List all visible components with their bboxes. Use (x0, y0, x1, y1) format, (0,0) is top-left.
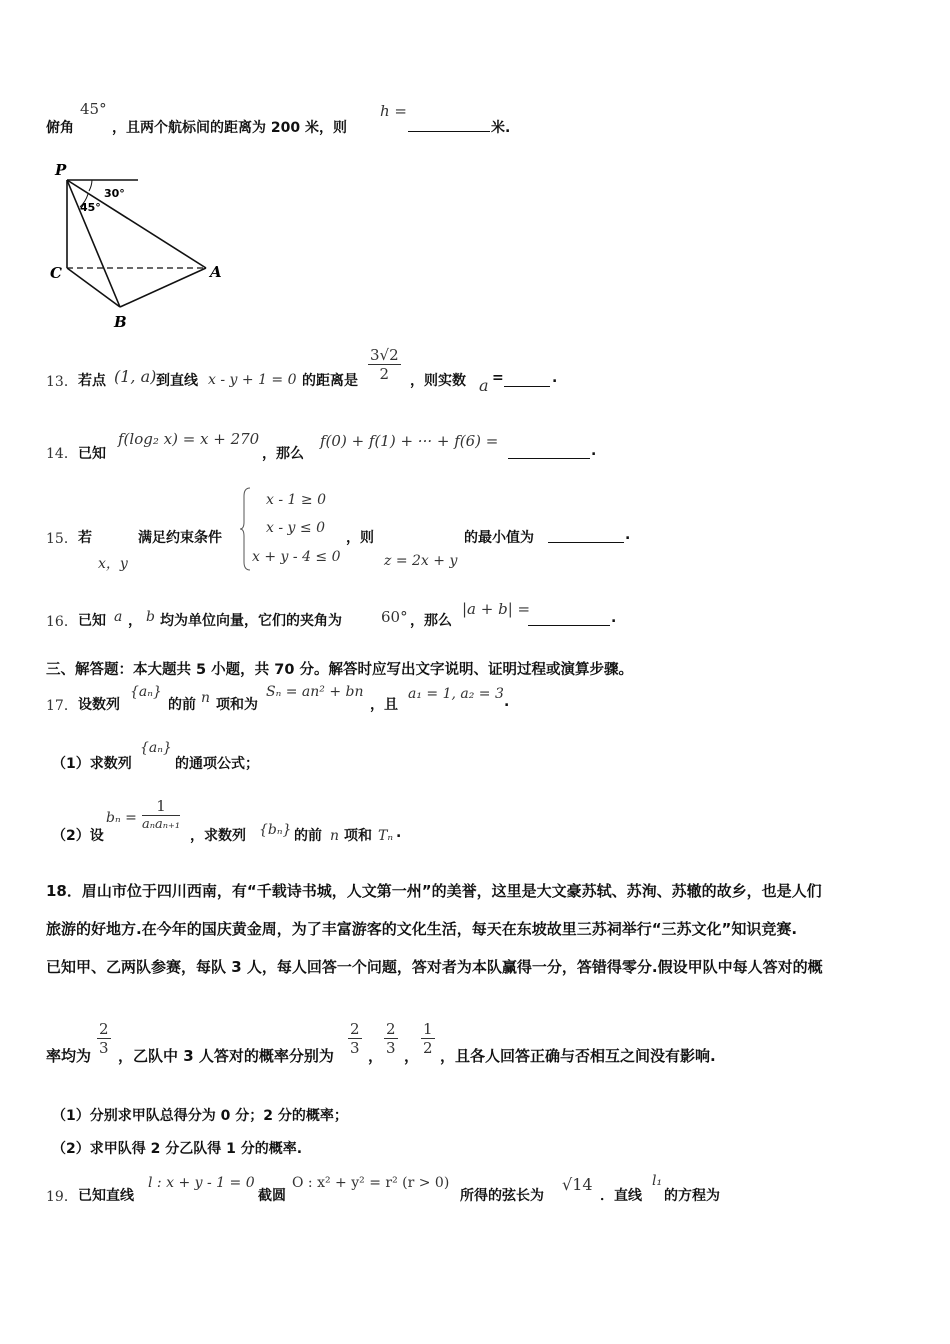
q18-line4-b: ，乙队中 3 人答对的概率分别为 (118, 1047, 334, 1065)
q13-text2: 到直线 (156, 373, 198, 389)
q19-text2: 截圆 (258, 1188, 286, 1204)
answer-blank[interactable] (548, 542, 624, 543)
q12-prefix: 俯角 (46, 120, 74, 136)
q17-part2-label: （2）设 (52, 828, 104, 844)
q18-fraction-3 (384, 1020, 398, 1057)
q14-number: 14． (46, 446, 78, 462)
q18-f3-num: 2 (386, 1020, 396, 1038)
q17-part2-n: n (330, 828, 340, 844)
q17-sn: Sₙ = an² + bn (266, 684, 364, 700)
q12-suffix: 米. (491, 120, 511, 136)
q17-text4: ，且 (370, 697, 398, 713)
q17-part2-text: ，求数列 (190, 828, 246, 844)
q18-f1-den: 3 (99, 1039, 109, 1057)
q18-sep2: ， (404, 1047, 420, 1065)
q17-init: a₁ = 1, a₂ = 3 (408, 686, 504, 702)
answer-blank[interactable] (408, 131, 490, 132)
angle-arc-30 (89, 180, 92, 191)
q19-text1: 已知直线 (78, 1188, 134, 1204)
q17-end: . (504, 694, 510, 710)
q18-line4-c: ，且各人回答正确与否相互之间没有影响. (440, 1047, 716, 1065)
q15-constraint-3: x + y - 4 ≤ 0 (252, 549, 341, 565)
q16-text3: ，那么 (410, 613, 452, 629)
q17-part2-seq: {bₙ} (259, 822, 292, 838)
q18-f3-den: 3 (386, 1039, 396, 1057)
q18-part1: （1）分别求甲队总得分为 0 分；2 分的概率； (52, 1108, 348, 1124)
label-angle-45: 45° (80, 201, 101, 214)
q18-sep1: ， (368, 1047, 384, 1065)
q18-fraction-2 (348, 1020, 362, 1057)
q18-f4-num: 1 (423, 1020, 433, 1038)
q17-seq: {aₙ} (130, 684, 162, 700)
q17-text3: 项和为 (216, 697, 258, 713)
q12-angle: 45° (80, 100, 107, 118)
q13-line: x - y + 1 = 0 (208, 372, 297, 388)
q17-frac-den: aₙaₙ₊₁ (142, 817, 181, 832)
label-angle-30: 30° (104, 187, 125, 200)
q16-comma: ， (128, 613, 142, 629)
q17-part1-label: （1）求数列 (52, 756, 132, 772)
q16-vector-b: b (146, 609, 155, 625)
q15-text4: 的最小值为 (464, 530, 534, 546)
answer-blank[interactable] (504, 386, 550, 387)
q17-part2-text2: 的前 (294, 828, 322, 844)
segment-ba (120, 268, 206, 307)
label-a: A (210, 263, 222, 281)
q17-n: n (201, 690, 211, 706)
q18-fraction-1 (97, 1020, 111, 1057)
q16-vector-a: a (114, 609, 123, 625)
q15-constraint-2: x - y ≤ 0 (266, 520, 325, 536)
q16-end: . (611, 610, 617, 626)
q17-part1-seq: {aₙ} (140, 740, 172, 756)
q13-distance-fraction (368, 346, 401, 383)
q17-number: 17． (46, 698, 78, 714)
q19-l1: l₁ (652, 1173, 663, 1189)
q17-text2: 的前 (168, 697, 196, 713)
segment-pa (67, 180, 206, 268)
q18-fraction-4 (421, 1020, 435, 1057)
q16-text2: 均为单位向量，它们的夹角为 (160, 613, 342, 629)
q19-text5: 的方程为 (664, 1188, 720, 1204)
label-c: C (50, 264, 62, 282)
q16-expr: |a + b| = (462, 600, 531, 618)
q13-text4: ，则实数 (410, 373, 466, 389)
q15-number: 15． (46, 531, 78, 547)
q13-end: . (552, 370, 558, 386)
q13-number: 13． (46, 374, 78, 390)
answer-blank[interactable] (528, 625, 610, 626)
q15-end: . (625, 527, 631, 543)
q15-vars: x，y (98, 556, 128, 572)
q14-end: . (591, 443, 597, 459)
q15-z: z = 2x + y (384, 553, 458, 569)
q13-frac-den: 2 (379, 365, 390, 383)
q14-expr2: f(0) + f(1) + ··· + f(6) = (320, 432, 499, 450)
label-p: P (55, 161, 67, 179)
q16-text1: 已知 (78, 613, 106, 629)
q12-middle: ，且两个航标间的距离为 200 米，则 (112, 120, 347, 136)
q18-f4-den: 2 (423, 1039, 433, 1057)
q15-constraint-1: x - 1 ≥ 0 (266, 492, 326, 508)
q13-text5: = (492, 370, 504, 386)
q18-f2-den: 3 (350, 1039, 360, 1057)
q18-line3: 已知甲、乙两队参赛，每队 3 人，每人回答一个问题，答对者为本队赢得一分，答错得零分.假设甲队中每人答对的概 (46, 958, 823, 976)
q15-brace (240, 486, 252, 572)
q14-expr1: f(log₂ x) = x + 270 (118, 430, 260, 448)
q17-part2-tn: Tₙ (378, 828, 394, 844)
q17-text1: 设数列 (78, 697, 120, 713)
q13-var: a (479, 376, 489, 395)
q17-part2-text3: 项和 (344, 828, 372, 844)
q18-f2-num: 2 (350, 1020, 360, 1038)
q18-part2: （2）求甲队得 2 分乙队得 1 分的概率. (52, 1141, 303, 1157)
q18-line4-a: 率均为 (46, 1047, 92, 1065)
q19-chord: √14 (562, 1175, 593, 1194)
q19-text4: ．直线 (600, 1188, 642, 1204)
section-header: 三、解答题：本大题共 5 小题，共 70 分。解答时应写出文字说明、证明过程或演算步骤。 (46, 662, 633, 678)
q13-point: (1, a) (114, 367, 157, 386)
q13-text3: 的距离是 (302, 373, 358, 389)
answer-blank[interactable] (508, 458, 590, 459)
q17-part2-fraction (142, 797, 180, 834)
q18-f1-num: 2 (99, 1020, 109, 1038)
q19-circle: O : x² + y² = r² (r > 0) (292, 1175, 450, 1191)
q15-text1: 若 (78, 530, 92, 546)
q13-frac-num: 3√2 (370, 346, 399, 364)
q15-text2: 满足约束条件 (138, 530, 222, 546)
q16-number: 16． (46, 614, 78, 630)
q17-frac-num: 1 (142, 797, 180, 816)
q17-part1-end: 的通项公式； (175, 756, 259, 772)
q18-line2: 旅游的好地方.在今年的国庆黄金周，为了丰富游客的文化生活，每天在东坡故里三苏祠举行“三苏文化”知识竞赛. (46, 920, 798, 938)
q19-number: 19． (46, 1189, 78, 1205)
q16-angle: 60° (381, 608, 408, 626)
q15-text3: ，则 (346, 530, 374, 546)
q18-line1: 18．眉山市位于四川西南，有“千载诗书城，人文第一州”的美誉，这里是大文豪苏轼、苏洵、苏辙的故乡，也是人们 (46, 882, 822, 900)
q13-text1: 若点 (78, 373, 106, 389)
q19-text3: 所得的弦长为 (460, 1188, 544, 1204)
q12-h-expr: h = (380, 102, 407, 120)
q17-part2-bn: bₙ = (106, 810, 137, 826)
q17-part2-end: . (396, 825, 402, 841)
q14-text1: 已知 (78, 446, 106, 462)
q14-text2: ，那么 (262, 446, 304, 462)
label-b: B (114, 313, 127, 331)
q19-line: l : x + y - 1 = 0 (148, 1175, 255, 1191)
geometry-figure (40, 155, 240, 340)
